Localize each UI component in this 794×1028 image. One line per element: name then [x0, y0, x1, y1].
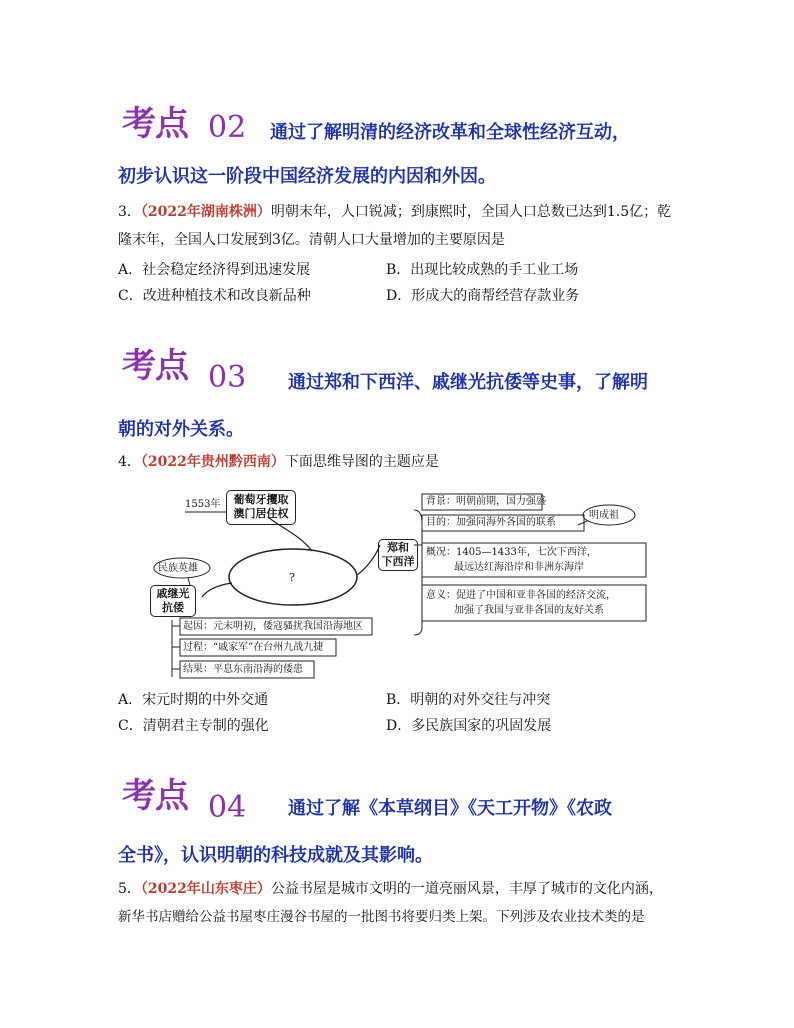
- kaodian-label: 考点: [122, 346, 188, 386]
- section-title-line1: 通过了解明清的经济改革和全球性经济互动，: [270, 122, 630, 143]
- mm-qi-box: 戚继光 抗倭: [150, 585, 196, 617]
- question-text-line2: 新华书店赠给公益书屋枣庄漫谷书屋的一批图书将要归类上架。下列涉及农业技术类的是: [118, 909, 645, 925]
- option-c[interactable]: C．清朝君主专制的强化: [118, 718, 269, 734]
- mm-zheng-goal: 目的：加强同海外各国的联系: [426, 517, 556, 528]
- option-c[interactable]: C．改进种植技术和改良新品种: [118, 288, 311, 304]
- question-source: （2022年山东枣庄）: [140, 881, 271, 897]
- option-d[interactable]: D．多民族国家的巩固发展: [386, 718, 552, 734]
- section-title-line1: 通过了解《本草纲目》《天工开物》《农政: [288, 798, 612, 819]
- question-text-line1: 公益书屋是城市文明的一道亮丽风景，丰厚了城市的文化内涵，: [270, 881, 663, 897]
- mm-qi-process: 过程：“戚家军”在台州九战九捷: [183, 642, 324, 653]
- mind-map-lines: [150, 485, 650, 685]
- question-source: （2022年贵州黔西南）: [140, 454, 285, 470]
- section-title-line2: 初步认识这一阶段中国经济发展的内因和外因。: [118, 166, 496, 187]
- question-text-line1: 下面思维导图的主题应是: [284, 454, 439, 470]
- option-a[interactable]: A．宋元时期的中外交通: [118, 692, 269, 708]
- mm-zheng-background: 背景：明朝前期，国力强盛: [426, 496, 546, 507]
- option-d[interactable]: D．形成大的商帮经营存款业务: [386, 288, 580, 304]
- kaodian-number: 04: [208, 790, 247, 825]
- kaodian-label: 考点: [122, 776, 188, 816]
- mm-ming-tag: 明成祖: [589, 510, 619, 521]
- mm-zheng-box: 郑和 下西洋: [378, 539, 418, 571]
- mind-map: [150, 485, 650, 685]
- section-title-line2: 朝的对外关系。: [118, 419, 244, 440]
- option-b[interactable]: B．明朝的对外交往与冲突: [386, 692, 551, 708]
- section-title-line1: 通过郑和下西洋、戚继光抗倭等史事，了解明: [288, 372, 648, 393]
- mm-qi-cause: 起因：元末明初，倭寇骚扰我国沿海地区: [183, 621, 363, 632]
- question-text-line2: 隆末年，全国人口发展到3亿。清朝人口大量增加的主要原因是: [118, 232, 505, 248]
- mm-center-question: ?: [289, 571, 295, 584]
- mm-zheng-overview-2: 最远达红海沿岸和非洲东海岸: [454, 562, 584, 573]
- mm-zheng-significance-2: 加强了我国与亚非各国的友好关系: [454, 605, 604, 616]
- mm-hero-tag: 民族英雄: [158, 563, 198, 574]
- mm-portugal-box: 葡萄牙攫取 澳门居住权: [226, 490, 296, 525]
- question-text-line1: 明朝末年，人口锐减；到康熙时，全国人口总数已达到1.5亿；乾: [270, 204, 672, 220]
- question-source: （2022年湖南株洲）: [140, 204, 271, 220]
- mm-zheng-significance-1: 意义：促进了中国和亚非各国的经济交流，: [426, 590, 616, 601]
- kaodian-number: 03: [208, 360, 247, 395]
- option-b[interactable]: B．出现比较成熟的手工业工场: [386, 262, 579, 278]
- kaodian-label: 考点: [122, 104, 188, 144]
- question-number: 4．: [118, 454, 141, 470]
- question-number: 3．: [118, 204, 141, 220]
- option-a[interactable]: A．社会稳定经济得到迅速发展: [118, 262, 311, 278]
- mm-zheng-overview-1: 概况：1405—1433年，七次下西洋，: [426, 547, 597, 558]
- section-title-line2: 全书》，认识明朝的科技成就及其影响。: [118, 845, 433, 866]
- mm-year: 1553年: [185, 499, 221, 510]
- mm-qi-result: 结果：平息东南沿海的倭患: [183, 664, 303, 675]
- kaodian-number: 02: [208, 110, 247, 145]
- question-number: 5．: [118, 881, 141, 897]
